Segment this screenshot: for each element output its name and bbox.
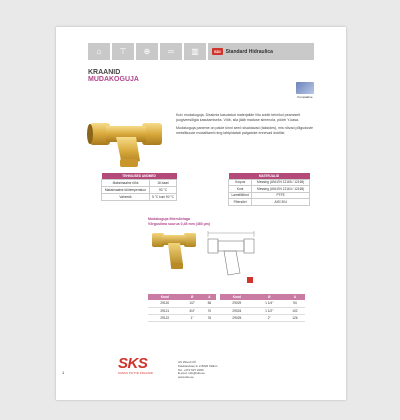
column-header: A xyxy=(203,294,216,300)
document-page xyxy=(56,27,346,400)
strainer-photo xyxy=(152,229,196,279)
table-header: MATERJALID xyxy=(229,173,310,179)
company-logo xyxy=(118,357,162,375)
table-header: TEHNILISED ANDMED xyxy=(102,173,177,179)
logo-mark: SKS xyxy=(118,355,148,372)
brand-badge: SDI xyxy=(214,49,221,54)
certification-label: Kompaktne xyxy=(297,95,313,99)
table-row: Lamellitõmd PTFE xyxy=(229,192,310,199)
strainer-product-image xyxy=(86,111,166,171)
description-paragraph: Kuiv mudakoguja. Dissimia kasutatud materjalide liitu sobib tehnikul peamiselt joogiveesõlgia kasutamiseks. Võib, sila jääb maduse simenola, pöörb Y-kasa. xyxy=(176,113,301,122)
column-header: Kood xyxy=(220,294,254,300)
section-sublabel: Võrgusilma suurus 0,45 mm (480 µm) xyxy=(148,222,210,226)
table-row: Filtersõel AISI 304 xyxy=(229,199,310,206)
valve-icon: ⊕ xyxy=(143,47,151,56)
product-description xyxy=(176,113,314,139)
technical-data-table xyxy=(101,173,177,201)
column-header: Ø xyxy=(254,294,285,300)
table-row: Maksimaalne rõhk 16 baari xyxy=(102,179,177,186)
table-row: 29122 1" 76 29025 2" 126 xyxy=(148,314,305,321)
description-paragraph: Mudakoguja paneme on paide kinni seeö sisaldavad (taksides), mis nõvad põlguduste metallkuude modalitamil ning lahtpidatab palgatoke ennevad doktlisi. xyxy=(176,126,314,135)
certification-icon xyxy=(296,82,314,94)
category-tab-home[interactable] xyxy=(88,43,110,60)
category-tab-radiator[interactable] xyxy=(184,43,206,60)
column-header: Kood xyxy=(148,294,182,300)
category-tab-tap[interactable] xyxy=(112,43,134,60)
faucet-icon: ⊤ xyxy=(119,47,127,56)
radiator-icon: ▥ xyxy=(191,47,199,56)
table-row: Vahemik 5 °C kuni 90 °C xyxy=(102,193,177,200)
page-title: KRAANID xyxy=(88,69,121,76)
logo-subtitle: SANKS PLITTE KRAANID xyxy=(118,371,153,375)
table-row: 29121 3/4" 70 29024 1 1/2" 102 xyxy=(148,307,305,314)
house-icon: ⌂ xyxy=(96,47,102,56)
size-table xyxy=(148,294,305,322)
table-row: 29120 1/2" 56 29029 1 1/4" 94 xyxy=(148,300,305,307)
page-subtitle: MUDAKOGUJA xyxy=(88,76,139,83)
category-tab-valve[interactable] xyxy=(136,43,158,60)
dimension-diagram xyxy=(206,229,256,285)
table-row: Korpus Messing (UNI-EN 12165 / 12165) xyxy=(229,179,310,186)
category-tab-pipe[interactable] xyxy=(160,43,182,60)
contact-info: AS Wood OÜ Kaubanduse tn 2 8620 Tallinn Tel. +372 627 2000 E-post: info@sks.ee www.sks.ee xyxy=(178,360,218,380)
pipe-icon: ═ xyxy=(168,47,174,56)
brand-tab xyxy=(208,43,314,60)
materials-table xyxy=(228,173,310,206)
table-row: Kork Messing (UNI-EN 12164 / 12165) xyxy=(229,186,310,193)
category-tab-bar xyxy=(88,43,314,60)
section-label: Mudakoguja filtersõelaga xyxy=(148,217,191,221)
page-number: 1 xyxy=(62,370,65,375)
brand-name: Standard Hidraulica xyxy=(225,48,273,55)
column-header: A xyxy=(285,294,305,300)
table-row: Maksimaalne töötemperatuur 90 °C xyxy=(102,186,177,193)
column-header: Ø xyxy=(182,294,203,300)
